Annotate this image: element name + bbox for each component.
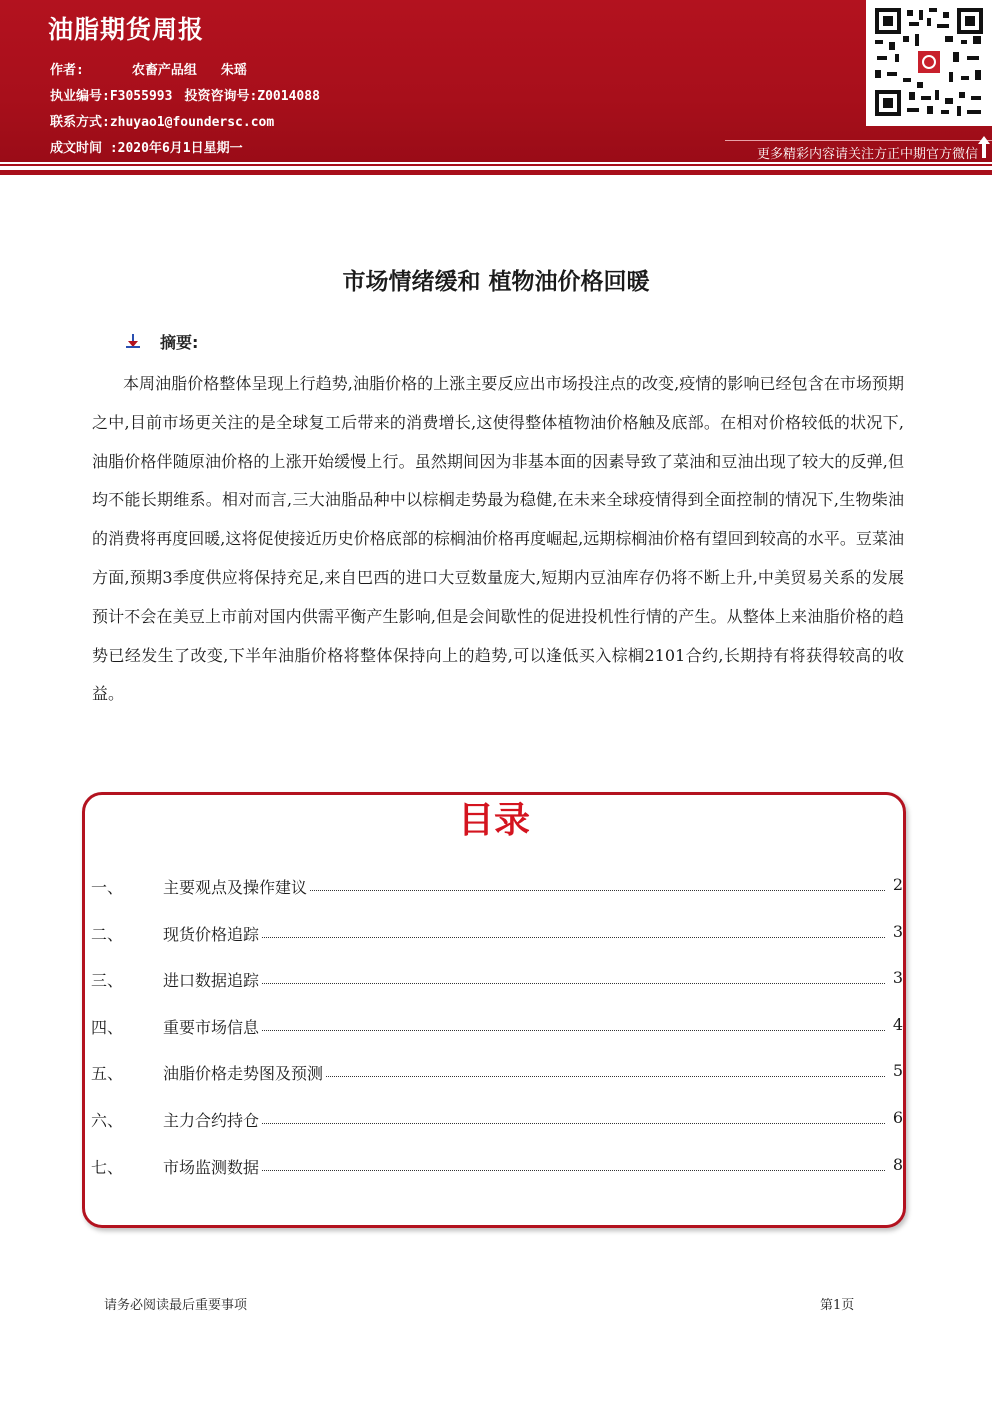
summary-heading (126, 330, 198, 353)
toc-item-page: 6 (892, 1108, 903, 1127)
toc-item[interactable] (91, 922, 905, 946)
toc-item-number: 七、 (91, 1158, 124, 1177)
toc-leader-dots (163, 1030, 885, 1031)
arrow-up-icon (978, 136, 990, 158)
author-group: 农畜产品组 (131, 63, 197, 78)
toc-item-label: 市场监测数据 (163, 1155, 261, 1178)
advisory-number: Z0014088 (257, 89, 320, 104)
toc-item-page: 4 (892, 1015, 903, 1034)
toc-item[interactable] (91, 1108, 905, 1132)
toc-leader-dots (163, 983, 885, 984)
author-line (50, 59, 247, 78)
toc-item-label: 重要市场信息 (163, 1015, 261, 1038)
wechat-qr-code (866, 0, 992, 126)
toc-item-number: 一、 (91, 878, 124, 897)
toc-item[interactable] (91, 1155, 905, 1179)
qr-code-icon (873, 6, 985, 118)
report-series-title: 油脂期货周报 (48, 15, 205, 44)
toc-item-page: 2 (892, 875, 903, 894)
toc-item-label: 油脂价格走势图及预测 (163, 1061, 325, 1084)
toc-item-label: 现货价格追踪 (163, 922, 261, 945)
toc-item-number: 四、 (91, 1018, 124, 1037)
down-arrow-bullet-icon (126, 334, 140, 352)
toc-item-page: 3 (892, 922, 903, 941)
toc-title: 目录 (457, 800, 530, 841)
license-label: 执业编号: (50, 89, 110, 104)
toc-item[interactable] (91, 875, 905, 899)
toc-item-page: 5 (892, 1061, 903, 1080)
license-number: F3055993 (109, 89, 173, 104)
header-rule (725, 140, 992, 141)
contact-line (50, 111, 274, 130)
summary-paragraph: 本周油脂价格整体呈现上行趋势,油脂价格的上涨主要反应出市场投注点的改变,疫情的影响已经包含在市场预期之中,目前市场更关注的是全球复工后带来的消费增长,这使得整体植物油价格触及底部。在相对价格较低的状况下,油脂价格伴随原油价格的上涨开始缓慢上行。虽然期间因为非基本面的因素导致了菜油和豆油出现了较大的反弹,但均不能长期维系。相对而言,三大油脂品种中以棕榈走势最为稳健,在未来全球疫情得到全面控制的情况下,生物柴油的消费将再度回暖,这将促使接近历史价格底部的棕榈油价格再度崛起,远期棕榈油价格有望回到较高的水平。豆菜油方面,预期3季度供应将保持充足,来自巴西的进口大豆数量庞大,短期内豆油库存仍将不断上升,中美贸易关系的发展预计不会在美豆上市前对国内供需平衡产生影响,但是会间歇性的促进投机性行情的产生。从整体上来油脂价格的趋势已经发生了改变,下半年油脂价格将整体保持向上的趋势,可以逢低买入棕榈2101合约,长期持有将获得较高的收益。 (92, 374, 904, 704)
date-line (50, 137, 243, 156)
toc-item-label: 主力合约持仓 (163, 1108, 261, 1131)
toc-item-page: 3 (892, 968, 903, 987)
toc-item-number: 五、 (91, 1064, 124, 1083)
wechat-follow-text: 更多精彩内容请关注方正中期官方微信 (756, 147, 978, 162)
footer-page-number: 第1页 (820, 1298, 855, 1313)
contact-label: 联系方式: (50, 115, 110, 130)
summary-label: 摘要: (160, 333, 199, 352)
toc-item-label: 进口数据追踪 (163, 968, 261, 991)
toc-item-number: 三、 (91, 971, 124, 990)
toc-item-number: 六、 (91, 1111, 124, 1130)
footer-notice: 请务必阅读最后重要事项 (104, 1298, 248, 1313)
toc-leader-dots (163, 937, 885, 938)
toc-leader-dots (163, 1123, 885, 1124)
toc-item[interactable] (91, 1061, 905, 1085)
header-divider-thick (0, 170, 992, 175)
toc-item[interactable] (91, 1015, 905, 1039)
date-label: 成文时间 : (50, 141, 118, 156)
header-divider (0, 164, 992, 166)
toc-leader-dots (163, 1170, 885, 1171)
toc-item-page: 8 (892, 1155, 903, 1174)
advisory-label: 投资咨询号: (184, 89, 258, 104)
toc-item-number: 二、 (91, 925, 124, 944)
table-of-contents (82, 792, 906, 1228)
license-line (50, 85, 320, 104)
toc-item[interactable] (91, 968, 905, 992)
date-value: 2020年6月1日星期一 (117, 141, 243, 156)
author-label: 作者: (50, 63, 84, 78)
document-title: 市场情绪缓和 植物油价格回暖 (342, 269, 650, 295)
report-header (0, 0, 992, 162)
toc-item-label: 主要观点及操作建议 (163, 875, 309, 898)
contact-email[interactable]: zhuyao1@foundersc.com (109, 115, 275, 130)
author-name: 朱瑶 (220, 63, 247, 78)
